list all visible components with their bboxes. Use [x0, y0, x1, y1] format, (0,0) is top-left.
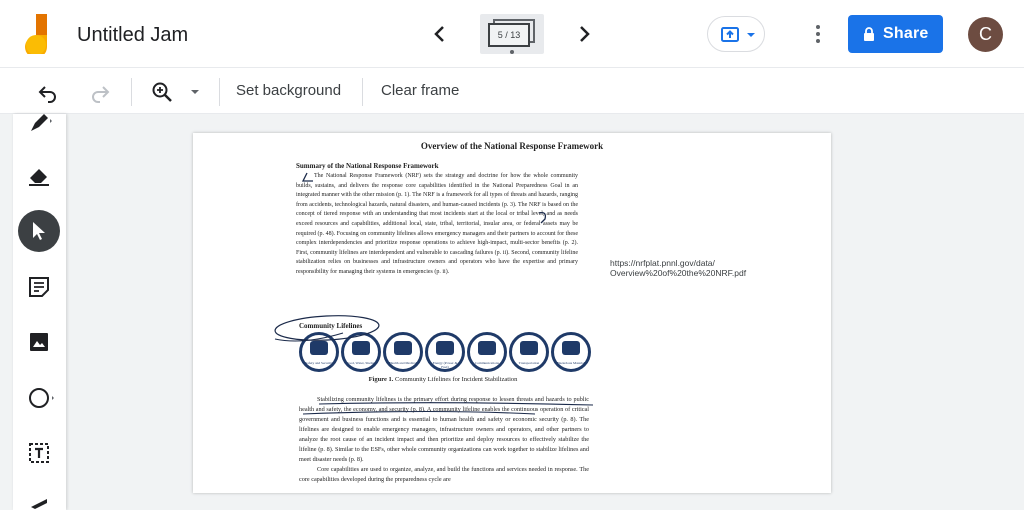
toolbar-divider: [362, 78, 363, 106]
toolbar-divider: [219, 78, 220, 106]
sticky-note-tool[interactable]: [18, 266, 60, 308]
lifelines-heading: Community Lifelines: [299, 322, 363, 330]
summary-paragraph: The National Response Framework (NRF) sets the strategy and doctrine for how the whole community builds, sustains, and delivers the response core capabilities identified in the National Preparedness Goal in an integrated manner with the other mission (p. 1). The NRF is a framework for all types of threats and hazards, ranging from accidents, technological hazards, natural disasters, and human-caused incidents (p. 3). The NRF is based on the concept of tiered response with an understanding that most incidents start at the local or tribal level, and as needs exceed resources and capabilities, additional local, state, tribal, territorial, insular area, or federal assets may be required (p. 48). Focusing on community lifelines allows emergency managers and their partners to account for these complex interdependencies and prioritize response operations to achieve high-impact, multi-sector benefits (p. 2). First, community lifelines are interdependent and vulnerable to cascading failures (p. ii). Second, community lifeline stabilization relies on businesses and infrastructure owners and operators who have the expertise and primary responsibility for managing their systems in emergencies (p. ii).: [296, 173, 578, 275]
safety-security-icon: [299, 332, 339, 372]
clear-frame-button[interactable]: Clear frame: [381, 82, 460, 99]
tool-panel: [13, 114, 66, 510]
lock-icon: [863, 27, 875, 41]
set-background-button[interactable]: Set background: [236, 82, 342, 99]
more-options-icon[interactable]: [806, 20, 830, 48]
lifeline-caption: Transportation: [518, 361, 540, 365]
figure-caption: [193, 376, 693, 383]
summary-heading: Summary of the National Response Framework: [296, 162, 439, 170]
top-bar: [0, 0, 1024, 68]
url-text-note[interactable]: [610, 258, 746, 278]
document-title[interactable]: Untitled Jam: [77, 24, 189, 46]
frame-counter: 5 / 13: [488, 23, 530, 47]
lifeline-caption: Food, Water, Shelter: [346, 361, 376, 365]
stabilizing-paragraph: Stabilizing community lifelines is the primary effort during response to lessen threats and hazards to public health and safety, the economy, and security (p. 8). A community lifeline enables the continuous operation of critical government and business functions and is essential to human health and safety or economic security (p. 8). The lifelines are designed to enable emergency managers, infrastructure owners and operators, and other partners to analyze the root cause of an incident impact and then prioritize and deploy resources to effectively stabilize the lifeline (p. 8). Similar to the ESFs, other whole community organizations can work together to stabilize lifelines and meet disaster needs (p. 8).: [299, 396, 589, 463]
previous-frame-icon[interactable]: [428, 20, 452, 48]
figure-label: Figure 1.: [368, 376, 394, 383]
frame-dot: [510, 50, 514, 54]
document-title-text: Overview of the National Response Framework: [420, 141, 604, 151]
present-screen-icon: [720, 25, 740, 45]
pen-tool[interactable]: [18, 102, 60, 144]
present-button[interactable]: [707, 16, 765, 52]
circle-shape-icon: [27, 386, 55, 410]
lifelines-icon-row: [299, 332, 593, 376]
communications-icon: [467, 332, 507, 372]
lifeline-caption: Health and Medical: [389, 361, 417, 365]
jamboard-logo-icon[interactable]: [24, 14, 54, 54]
lifeline-caption: Energy (Power & Fuel): [432, 361, 458, 369]
share-label: Share: [883, 25, 929, 42]
frame-thumbnail-button[interactable]: [480, 14, 544, 54]
zoom-in-icon: [150, 80, 174, 104]
core-capabilities-paragraph: Core capabilities are used to organize, analyze, and build the functions and services needed in response. The core capabilities developed during the preparedness cycle are: [299, 466, 589, 483]
url-line-1: https://nrfplat.pnnl.gov/data/: [610, 258, 715, 268]
lifeline-caption: Communications: [475, 361, 499, 365]
lifelines-paragraph: [299, 395, 589, 485]
cursor-arrow-icon: [27, 219, 51, 243]
energy-icon: [425, 332, 465, 372]
image-tool[interactable]: [18, 321, 60, 363]
chevron-down-icon: [190, 88, 200, 96]
food-water-shelter-icon: [341, 332, 381, 372]
health-medical-icon: [383, 332, 423, 372]
text-box-tool[interactable]: [18, 432, 60, 474]
frame-document-image[interactable]: [193, 133, 831, 493]
next-frame-icon[interactable]: [572, 20, 596, 48]
eraser-tool[interactable]: [18, 154, 60, 196]
text-box-icon: [27, 441, 51, 465]
pen-icon: [27, 111, 53, 135]
redo-icon[interactable]: [88, 80, 112, 104]
toolbar-divider: [131, 78, 132, 106]
select-tool[interactable]: [18, 210, 60, 252]
image-icon: [27, 330, 51, 354]
transportation-icon: [509, 332, 549, 372]
laser-tool[interactable]: [18, 484, 60, 510]
editing-toolbar: [0, 68, 1024, 114]
chevron-down-icon: [746, 31, 756, 39]
hazardous-material-icon: [551, 332, 591, 372]
laser-pointer-icon: [27, 493, 51, 510]
zoom-button[interactable]: [150, 78, 204, 106]
eraser-icon: [27, 163, 51, 187]
figure-caption-text: Community Lifelines for Incident Stabilization: [395, 376, 518, 383]
share-button[interactable]: [848, 15, 943, 53]
lifeline-caption: Hazardous Material: [557, 361, 585, 365]
avatar[interactable]: C: [968, 17, 1003, 52]
lifeline-caption: Safety and Security: [305, 361, 333, 365]
sticky-note-icon: [27, 275, 51, 299]
undo-icon[interactable]: [36, 80, 60, 104]
url-line-2: Overview%20of%20the%20NRF.pdf: [610, 268, 747, 278]
circle-tool[interactable]: [18, 377, 60, 419]
